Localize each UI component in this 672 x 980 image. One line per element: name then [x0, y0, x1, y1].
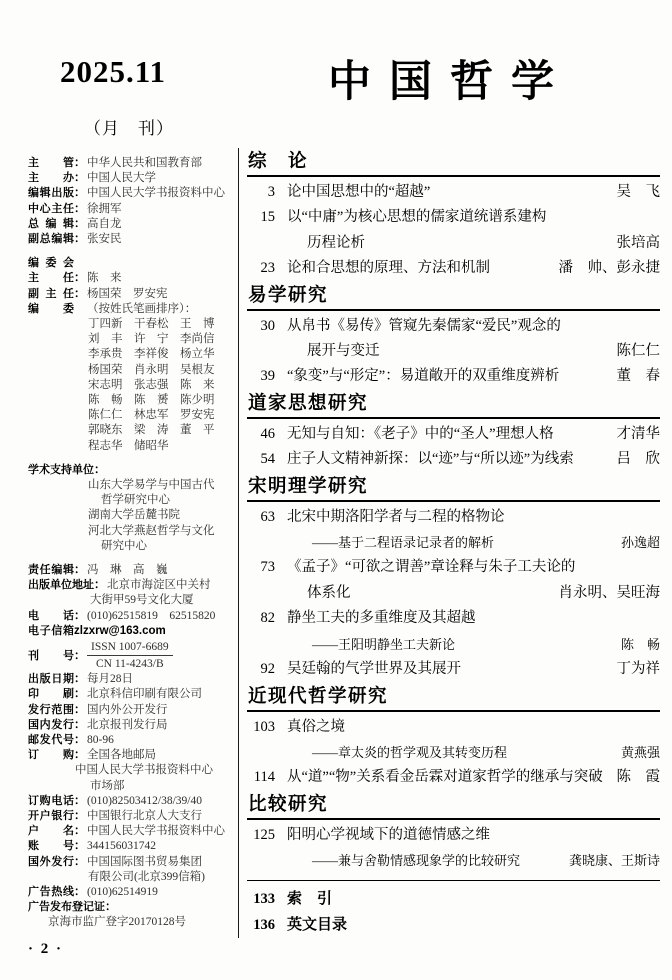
toc-title: 静坐工夫的多重维度及其超越 [287, 610, 476, 627]
toc-entry [247, 505, 660, 530]
masthead-label: 总编辑 [28, 217, 74, 230]
masthead-row [28, 733, 233, 748]
board-names-row: 程志华 储昭华 [88, 439, 169, 452]
label-colon: ： [74, 202, 86, 215]
masthead-row [28, 202, 233, 217]
toc-title: 展开与变迁 [307, 343, 380, 360]
masthead-value: 国内外公开发行 [87, 703, 168, 716]
toc-subtitle: ——章太炎的哲学观及其转变历程 [312, 744, 508, 760]
masthead-label: 出版日期 [28, 673, 74, 686]
masthead-row [28, 287, 233, 302]
spacer [28, 247, 233, 256]
toc-title: 体系化 [307, 584, 351, 601]
toc-entry [247, 314, 660, 339]
masthead-row [28, 687, 233, 702]
masthead-value: 北京科信印刷有限公司 [87, 688, 202, 701]
label-colon: ： [74, 217, 86, 230]
toc-page-number: 136 [253, 916, 275, 933]
masthead-label: 电话 [28, 609, 74, 622]
toc-page-number: 103 [253, 718, 275, 735]
masthead-label: 邮发代号 [28, 733, 74, 746]
masthead-value: 中国人民大学书报资料中心 [87, 187, 225, 200]
masthead-row [28, 703, 233, 718]
toc-entry-index [247, 886, 660, 912]
masthead-value: 北京市海淀区中关村 [107, 579, 211, 592]
masthead-label: 开户银行 [28, 809, 74, 822]
label-colon: ： [74, 794, 86, 807]
toc-author: 吕 欣 [616, 451, 660, 468]
label-colon: ： [74, 825, 86, 838]
toc-author: 肖永明、吴旺海 [558, 584, 660, 601]
masthead-value: 徐拥军 [87, 202, 122, 215]
label-colon: ： [74, 233, 86, 246]
masthead-value: (010)62514919 [87, 885, 158, 898]
toc-entry-subtitle [247, 740, 660, 765]
toc-column [238, 148, 660, 938]
toc-author: 吴 飞 [616, 184, 660, 200]
label-colon: ： [74, 649, 86, 662]
toc-section-heading: 比较研究 [247, 792, 660, 820]
supporting-institution: 研究中心 [101, 539, 147, 552]
masthead-label: 订购 [28, 749, 74, 762]
label-colon: ： [74, 287, 86, 300]
masthead-value: 张安民 [87, 233, 122, 246]
masthead-row [28, 271, 233, 286]
masthead-value: 陈 来 [87, 272, 122, 285]
label-colon: ： [94, 463, 106, 476]
masthead-label: 主管 [28, 157, 74, 169]
toc-title: “象变”与“形定”：易道敞开的双重维度辨析 [287, 368, 560, 385]
label-colon: ： [94, 579, 106, 592]
label-colon: ： [74, 172, 86, 185]
publication-frequency: （月 刊） [84, 119, 174, 138]
toc-title: 论中国思想中的“超越” [287, 184, 431, 200]
toc-entry [247, 823, 660, 848]
toc-title: 无知与自知：《老子》中的“圣人”理想人格 [287, 425, 554, 442]
toc-page-number: 82 [260, 610, 275, 627]
toc-entry [247, 180, 660, 205]
masthead-value-cont: 大街甲59号文化大厦 [90, 594, 194, 607]
toc-title: 以“中庸”为核心思想的儒家道统谱系建构 [287, 209, 547, 226]
toc-subtitle: ——基于二程语录记录者的解析 [312, 535, 495, 551]
toc-entry [247, 715, 660, 740]
board-names-row: 刘 丰 许 宁 李尚信 [88, 333, 215, 346]
toc-entry [247, 555, 660, 580]
toc-entry [247, 657, 660, 682]
toc-author: 陈仁仁 [616, 343, 660, 360]
board-names-row: 李承贵 李祥俊 杨立华 [88, 348, 215, 361]
masthead-row [28, 900, 233, 915]
masthead-row [28, 672, 233, 687]
spacer [28, 554, 233, 563]
toc-entry [247, 364, 660, 389]
label-colon: ： [74, 809, 86, 822]
page-number: · 2 · [28, 941, 64, 957]
toc-author: 潘 帅、彭永捷 [558, 260, 660, 277]
masthead-row [28, 624, 233, 639]
board-names-row: 丁四新 干春松 王 博 [88, 318, 215, 331]
masthead-label: 主办 [28, 172, 74, 185]
toc-title: 英文目录 [287, 915, 348, 933]
masthead-value-cont: 市场部 [90, 779, 125, 792]
masthead-value: 中国国际图书贸易集团 [87, 855, 202, 868]
label-colon: zlzxrw@163.com [74, 624, 166, 637]
toc-page-number: 54 [260, 451, 275, 468]
masthead-row [28, 809, 233, 824]
masthead-label: 主任 [28, 272, 74, 285]
masthead-row [28, 855, 233, 870]
masthead-row [28, 186, 233, 201]
masthead-row [28, 839, 233, 854]
masthead-label: 订购电话 [28, 794, 74, 807]
masthead-value: 北京报刊发行局 [87, 718, 168, 731]
masthead-value-cont: 中国人民大学书报资料中心 [75, 764, 213, 777]
toc-page-number: 125 [253, 826, 275, 843]
masthead-label: 广告热线 [28, 885, 74, 898]
masthead-row [28, 885, 233, 900]
toc-author: 陈 霞 [616, 769, 660, 786]
board-names-row: 陈 畅 陈 赟 陈少明 [88, 394, 215, 407]
masthead-label: 副总编辑 [28, 233, 74, 246]
editorial-board-heading [28, 256, 233, 271]
masthead-value: 高自龙 [87, 217, 122, 230]
cn-number: CN 11-4243/B [96, 658, 164, 671]
masthead-label: 编辑出版 [28, 187, 74, 200]
toc-title: 北宋中期洛阳学者与二程的格物论 [287, 508, 505, 525]
masthead-label: 编委会 [28, 257, 74, 270]
masthead-value: (010)82503412/38/39/40 [87, 794, 202, 807]
masthead-label: 账号 [28, 840, 74, 853]
toc-page-number: 15 [260, 209, 275, 226]
toc-title: 从“道”“物”关系看金岳霖对道家哲学的继承与突破 [287, 769, 603, 786]
toc-entry [247, 765, 660, 790]
content-columns [28, 148, 660, 938]
toc-page-number: 73 [260, 559, 275, 576]
toc-entry [247, 422, 660, 447]
toc-title: 历程论析 [307, 234, 365, 251]
masthead-label: 刊号 [28, 649, 74, 662]
masthead-label: 学术支持单位 [28, 463, 94, 476]
label-colon: ： [74, 609, 86, 622]
toc-title: 《孟子》“可欲之谓善”章诠释与朱子工夫论的 [287, 559, 576, 576]
masthead-row [28, 609, 233, 624]
issue-date: 2025.11 [60, 54, 167, 89]
toc-author: 张培高 [616, 234, 660, 251]
toc-entry [247, 606, 660, 631]
issn-cn-row [28, 640, 233, 671]
spacer [28, 454, 233, 463]
masthead-label: 户名 [28, 825, 74, 838]
toc-entry-subtitle [247, 530, 660, 555]
toc-title: 庄子人文精神新探：以“迹”与“所以迹”为线索 [287, 451, 574, 468]
toc-author: 陈 畅 [620, 636, 660, 652]
masthead-value: 中华人民共和国教育部 [87, 157, 202, 169]
masthead-row [28, 748, 233, 763]
masthead-label: 发行范围 [28, 703, 74, 716]
board-names-row: 杨国荣 肖永明 吴根友 [88, 363, 215, 376]
masthead-value: 全国各地邮局 [87, 749, 156, 762]
label-colon: ： [74, 885, 86, 898]
masthead-row [28, 463, 233, 478]
toc-page-number: 3 [267, 184, 275, 200]
toc-page-number: 46 [260, 425, 275, 442]
masthead-label: 副主任 [28, 287, 74, 300]
masthead-label: 广告发布登记证 [28, 901, 105, 914]
toc-title: 阳明心学视域下的道德情感之维 [287, 826, 490, 843]
label-colon: ： [105, 901, 117, 914]
issn-cn-fraction [87, 640, 173, 671]
masthead-label: 中心主任 [28, 202, 74, 215]
toc-page-number: 39 [260, 368, 275, 385]
toc-entry [247, 447, 660, 472]
label-colon: ： [74, 673, 86, 686]
toc-title: 索 引 [287, 889, 333, 907]
toc-page-number: 30 [260, 317, 275, 334]
masthead-value-cont: 有限公司(北京399信箱) [88, 870, 205, 883]
label-colon: ： [74, 157, 86, 169]
label-colon: ： [74, 749, 86, 762]
toc-page-number: 23 [260, 260, 275, 277]
toc-author: 丁为祥 [616, 661, 660, 678]
board-names-row: 宋志明 张志强 陈 来 [88, 378, 215, 391]
toc-title: 论和合思想的原理、方法和机制 [287, 260, 490, 277]
masthead-value: (010)62515819 62515820 [87, 609, 216, 622]
toc-page-number: 133 [253, 890, 275, 907]
masthead-row [28, 794, 233, 809]
toc-entry-continuation [247, 231, 660, 256]
supporting-institution: 湖南大学岳麓书院 [88, 509, 180, 522]
toc-author: 才清华 [616, 425, 660, 442]
toc-page-number: 63 [260, 508, 275, 525]
masthead-row [28, 232, 233, 247]
toc-title: 从帛书《易传》管窥先秦儒家“爱民”观念的 [287, 317, 561, 334]
masthead-label: 电子信箱 [28, 624, 74, 637]
toc-subtitle: ——兼与舍勒情感现象学的比较研究 [312, 853, 521, 869]
masthead-row [28, 156, 233, 171]
masthead-row [28, 171, 233, 186]
toc-section-heading: 道家思想研究 [247, 391, 660, 419]
toc-subtitle: ——王阳明静坐工夫新论 [312, 636, 456, 652]
toc-title: 真俗之境 [287, 718, 345, 735]
toc-entry [247, 205, 660, 230]
masthead-value: 80-96 [87, 733, 114, 746]
label-colon: ： [74, 703, 86, 716]
toc-entry-continuation [247, 339, 660, 364]
masthead-label: 出版单位地址 [28, 579, 94, 592]
supporting-institution: 哲学研究中心 [101, 494, 170, 507]
masthead-value: 每月28日 [87, 673, 133, 686]
masthead-row [28, 824, 233, 839]
masthead-value: （按姓氏笔画排序）： [87, 302, 197, 315]
masthead-label: 印刷 [28, 688, 74, 701]
masthead-row [28, 563, 233, 578]
masthead-label: 编委 [28, 302, 74, 315]
masthead-row [28, 302, 233, 317]
issn-number: ISSN 1007-6689 [87, 640, 173, 656]
toc-entry-subtitle [247, 632, 660, 657]
toc-entry [247, 256, 660, 281]
label-colon: ： [74, 272, 86, 285]
board-names-row: 陈仁仁 林忠军 罗安宪 [88, 409, 215, 422]
toc-title: 吴廷翰的气学世界及其展开 [287, 661, 461, 678]
masthead-label: 国外发行 [28, 855, 74, 868]
masthead-value: 344156031742 [87, 840, 156, 853]
masthead-value: 中国银行北京人大支行 [87, 809, 202, 822]
journal-title: 中国哲学 [328, 59, 572, 106]
supporting-institution: 河北大学燕赵哲学与文化 [88, 524, 215, 537]
masthead-value: 中国人民大学 [87, 172, 156, 185]
masthead-value: 中国人民大学书报资料中心 [87, 825, 225, 838]
board-names-row: 郭晓东 梁 涛 董 平 [88, 424, 215, 437]
toc-section-heading: 近现代哲学研究 [247, 684, 660, 712]
masthead-row [28, 217, 233, 232]
label-colon: ： [74, 855, 86, 868]
toc-entry-subtitle [247, 848, 660, 873]
supporting-institution: 山东大学易学与中国古代 [88, 479, 215, 492]
label-colon: ： [74, 733, 86, 746]
toc-section-heading: 易学研究 [247, 283, 660, 311]
label-colon: ： [74, 688, 86, 701]
toc-author: 黄燕强 [620, 744, 660, 760]
masthead-row [28, 718, 233, 733]
toc-page-number: 114 [253, 769, 275, 786]
masthead-label: 责任编辑 [28, 564, 74, 577]
toc-divider [247, 880, 660, 881]
label-colon: ： [74, 718, 86, 731]
toc-author: 孙逸超 [620, 535, 660, 551]
toc-author: 龚晓康、王斯诗 [568, 853, 660, 869]
masthead-label: 国内发行 [28, 718, 74, 731]
toc-entry-continuation [247, 581, 660, 606]
label-colon: ： [74, 840, 86, 853]
masthead-value-cont: 京海市监广登字20170128号 [48, 916, 186, 929]
masthead-column [28, 148, 233, 931]
toc-author: 董 春 [616, 368, 660, 385]
masthead-value: 杨国荣 罗安宪 [87, 287, 168, 300]
label-colon: ： [74, 564, 86, 577]
label-colon: ： [74, 187, 86, 200]
toc-section-heading: 宋明理学研究 [247, 474, 660, 502]
toc-section-heading: 综 论 [247, 149, 660, 177]
masthead-value: 冯 琳 高 巍 [87, 564, 168, 577]
masthead-row [28, 578, 233, 593]
toc-page-number: 92 [260, 661, 275, 678]
toc-entry-english-contents [247, 912, 660, 938]
